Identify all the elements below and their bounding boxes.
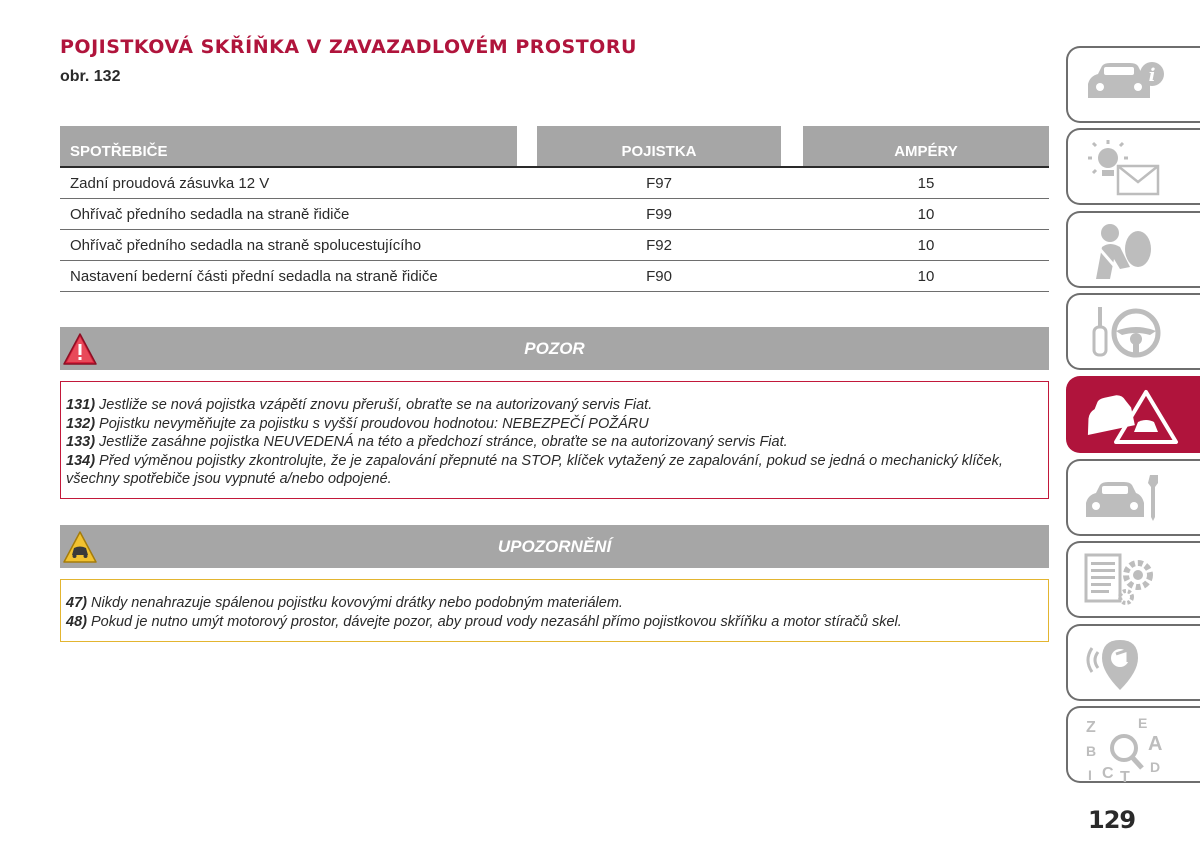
cell-amperes: 15 <box>917 174 935 192</box>
column-header-consumers: SPOTŘEBIČE <box>60 126 517 166</box>
danger-triangle-icon <box>60 327 100 370</box>
warning-item-number: 132) <box>66 415 96 432</box>
index-letter: D <box>1150 759 1161 775</box>
tab-multimedia[interactable] <box>1066 624 1200 701</box>
tab-technical-data[interactable] <box>1066 541 1200 618</box>
lights-message-icon <box>1080 136 1170 198</box>
cell-amperes: 10 <box>917 267 935 285</box>
cell-consumer: Ohřívač předního sedadla na straně spolucestujícího <box>70 236 422 254</box>
technical-data-icon <box>1080 549 1170 611</box>
tab-index[interactable] <box>1066 706 1200 786</box>
warning-item-number: 134) <box>66 452 96 469</box>
warning-item <box>66 433 1042 452</box>
index-letter: A <box>1148 733 1163 755</box>
car-maintenance-icon <box>1080 467 1170 529</box>
cell-fuse: F99 <box>646 205 672 223</box>
warning-item-text: Před výměnou pojistky zkontrolujte, že je zapalování přepnuté na STOP, klíček vytažený ze zapalování, pokud se jedná o mechanický klíček, všechny spotřebiče jsou vypnuté a/nebo odpojené. <box>66 452 1003 487</box>
cell-fuse: F92 <box>646 236 672 254</box>
warning-item <box>66 452 1042 489</box>
index-letter: E <box>1138 715 1148 731</box>
warning-item-text: Jestliže zasáhne pojistka NEUVEDENÁ na této a předchozí stránce, obraťte se na autorizovaný servis Fiat. <box>95 434 788 450</box>
multimedia-icon <box>1080 632 1170 694</box>
tab-starting-driving[interactable] <box>1066 293 1200 370</box>
cell-amperes: 10 <box>917 205 935 223</box>
page-title: POJISTKOVÁ SKŘÍŇKA V ZAVAZADLOVÉM PROSTORU <box>60 36 637 58</box>
column-header-fuse: POJISTKA <box>537 126 781 166</box>
warning-item <box>66 396 1042 415</box>
cell-fuse: F97 <box>646 174 672 192</box>
table-header-row <box>60 126 1049 166</box>
cell-consumer: Zadní proudová zásuvka 12 V <box>70 174 270 192</box>
emergency-icon <box>1080 384 1180 446</box>
warning-item-text: Jestliže se nová pojistka vzápětí znovu přeruší, obraťte se na autorizovaný servis Fiat. <box>95 397 653 413</box>
index-letter: C <box>1102 765 1114 782</box>
caution-item <box>66 594 1042 613</box>
svg-text:i: i <box>1148 65 1156 86</box>
warning-item-number: 131) <box>66 397 96 413</box>
warning-box <box>60 381 1049 499</box>
figure-reference: obr. 132 <box>60 68 121 85</box>
caution-item-number: 48) <box>66 613 87 630</box>
tab-car-info[interactable] <box>1066 46 1200 123</box>
table-row <box>60 199 1049 230</box>
warning-item-text: Pojistku nevyměňujte za pojistku s vyšší proudovou hodnotou: NEBEZPEČÍ POŽÁRU <box>95 415 649 432</box>
safety-airbag-icon <box>1080 219 1170 281</box>
index-icon <box>1080 714 1170 786</box>
index-letter: Z <box>1086 719 1096 736</box>
table-row <box>60 168 1049 199</box>
caution-box <box>60 579 1049 642</box>
table-row <box>60 261 1049 292</box>
tab-safety[interactable] <box>1066 211 1200 288</box>
fuse-table <box>60 126 1049 292</box>
cell-consumer: Ohřívač předního sedadla na straně řidiče <box>70 205 350 223</box>
caution-item-number: 47) <box>66 595 87 611</box>
caution-item-text: Nikdy nenahrazuje spálenou pojistku kovovými drátky nebo podobným materiálem. <box>86 595 623 611</box>
warning-item-number: 133) <box>66 434 96 450</box>
tab-lights-messages[interactable] <box>1066 128 1200 205</box>
index-letter: I <box>1088 767 1092 783</box>
tab-emergency[interactable] <box>1066 376 1200 453</box>
warning-title: POZOR <box>524 338 585 358</box>
warning-header-bar <box>60 327 1049 370</box>
cell-consumer: Nastavení bederní části přední sedadla na straně řidiče <box>70 267 438 285</box>
caution-header-bar <box>60 525 1049 568</box>
page-number: 129 <box>1088 806 1136 834</box>
index-letter: B <box>1086 743 1097 759</box>
column-header-amperes: AMPÉRY <box>803 126 1049 166</box>
caution-item-text: Pokud je nutno umýt motorový prostor, dávejte pozor, aby proud vody nezasáhl přímo pojistkovou skříňku a motor stíračů skel. <box>86 613 902 630</box>
caution-car-icon <box>60 525 100 568</box>
index-letter: T <box>1120 769 1130 786</box>
table-row <box>60 230 1049 261</box>
tab-maintenance[interactable] <box>1066 459 1200 536</box>
cell-amperes: 10 <box>917 236 935 254</box>
warning-item <box>66 415 1042 434</box>
car-info-icon <box>1080 54 1170 116</box>
caution-item <box>66 613 1042 632</box>
cell-fuse: F90 <box>646 267 672 285</box>
caution-title: UPOZORNĚNÍ <box>497 536 612 556</box>
key-steering-icon <box>1080 301 1170 363</box>
